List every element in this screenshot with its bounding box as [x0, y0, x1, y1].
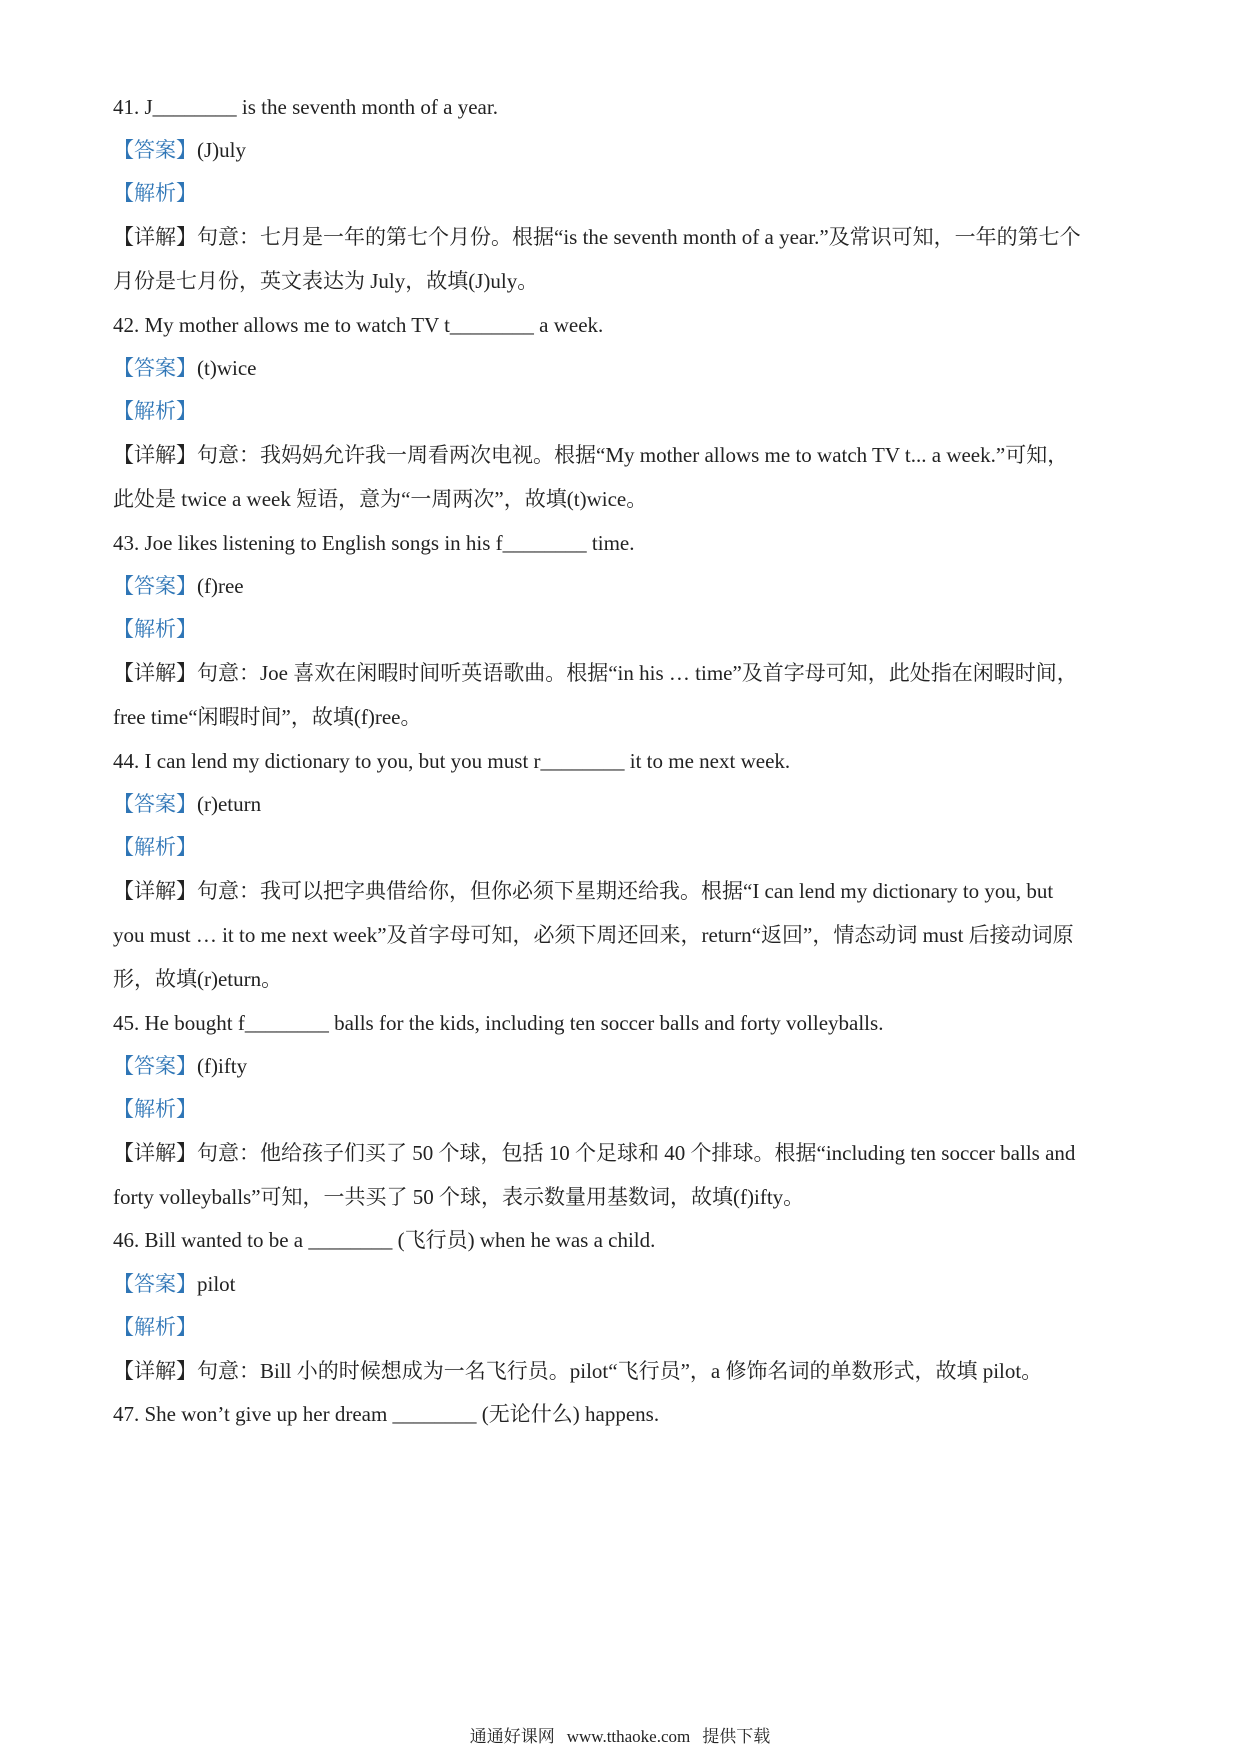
question-45: 45. He bought f________ balls for the kids, including ten soccer balls and forty volleyballs. [113, 1011, 884, 1035]
detail-label: 【详解】 [113, 1359, 197, 1383]
analysis-line-43 [113, 615, 1133, 643]
answer-line-42 [113, 354, 1133, 382]
analysis-line-46 [113, 1313, 1133, 1341]
analysis-label: 【解析】 [113, 617, 197, 641]
detail-label: 【详解】 [113, 225, 197, 249]
footer-site-name: 通通好课网 [469, 1727, 555, 1746]
answer-line-46 [113, 1270, 1133, 1298]
analysis-label: 【解析】 [113, 399, 197, 423]
detail-text: 句意：我可以把字典借给你，但你必须下星期还给我。根据“I can lend my dictionary to you, but [197, 879, 1054, 903]
answer-label: 【答案】 [113, 138, 197, 162]
detail-line-43-2: free time“闲暇时间”，故填(f)ree。 [113, 705, 422, 729]
detail-line-41-2: 月份是七月份，英文表达为 July，故填(J)uly。 [113, 269, 539, 293]
detail-line-42-1 [113, 441, 1133, 469]
detail-line-45-1 [113, 1139, 1133, 1167]
analysis-line-41 [113, 179, 1133, 207]
detail-line-42-2: 此处是 twice a week 短语，意为“一周两次”，故填(t)wice。 [113, 487, 648, 511]
answer-text: (r)eturn [197, 792, 262, 816]
analysis-label: 【解析】 [113, 1315, 197, 1339]
detail-text: 句意：我妈妈允许我一周看两次电视。根据“My mother allows me to watch TV t... a week.”可知， [197, 443, 1069, 467]
detail-line-41-1 [113, 223, 1133, 251]
detail-line-44-3: 形，故填(r)eturn。 [113, 967, 283, 991]
question-42: 42. My mother allows me to watch TV t________ a week. [113, 313, 604, 337]
answer-text: pilot [197, 1272, 236, 1296]
answer-label: 【答案】 [113, 574, 197, 598]
question-47: 47. She won’t give up her dream ________ (无论什么) happens. [113, 1402, 660, 1426]
footer-url[interactable]: www.tthaoke.com [566, 1727, 691, 1746]
answer-line-44 [113, 790, 1133, 818]
detail-line-45-2: forty volleyballs”可知，一共买了 50 个球，表示数量用基数词，故填(f)ifty。 [113, 1185, 805, 1209]
answer-text: (J)uly [197, 138, 246, 162]
answer-line-41 [113, 136, 1133, 164]
detail-text: 句意：他给孩子们买了 50 个球，包括 10 个足球和 40 个排球。根据“including ten soccer balls and [197, 1141, 1076, 1165]
answer-text: (f)ifty [197, 1054, 248, 1078]
detail-text: 句意：Bill 小的时候想成为一名飞行员。pilot“飞行员”，a 修饰名词的单数形式，故填 pilot。 [197, 1359, 1043, 1383]
question-41: 41. J________ is the seventh month of a year. [113, 95, 498, 119]
detail-line-44-2: you must … it to me next week”及首字母可知，必须下周还回来，return“返回”，情态动词 must 后接动词原 [113, 923, 1074, 947]
detail-line-44-1 [113, 877, 1133, 905]
detail-line-46-1 [113, 1357, 1133, 1385]
question-44: 44. I can lend my dictionary to you, but you must r________ it to me next week. [113, 749, 791, 773]
footer-note: 提供下载 [702, 1727, 771, 1746]
answer-label: 【答案】 [113, 356, 197, 380]
answer-label: 【答案】 [113, 792, 197, 816]
analysis-label: 【解析】 [113, 1097, 197, 1121]
detail-line-43-1 [113, 659, 1133, 687]
question-46: 46. Bill wanted to be a ________ (飞行员) when he was a child. [113, 1228, 656, 1252]
analysis-label: 【解析】 [113, 181, 197, 205]
detail-label: 【详解】 [113, 879, 197, 903]
detail-label: 【详解】 [113, 443, 197, 467]
detail-text: 句意：七月是一年的第七个月份。根据“is the seventh month of a year.”及常识可知，一年的第七个 [197, 225, 1081, 249]
answer-text: (f)ree [197, 574, 244, 598]
detail-text: 句意：Joe 喜欢在闲暇时间听英语歌曲。根据“in his … time”及首字母可知，此处指在闲暇时间， [197, 661, 1078, 685]
analysis-line-44 [113, 833, 1133, 861]
detail-label: 【详解】 [113, 661, 197, 685]
answer-text: (t)wice [197, 356, 257, 380]
analysis-line-45 [113, 1095, 1133, 1123]
detail-label: 【详解】 [113, 1141, 197, 1165]
analysis-line-42 [113, 397, 1133, 425]
analysis-label: 【解析】 [113, 835, 197, 859]
answer-label: 【答案】 [113, 1272, 197, 1296]
question-43: 43. Joe likes listening to English songs in his f________ time. [113, 531, 635, 555]
answer-label: 【答案】 [113, 1054, 197, 1078]
answer-line-45 [113, 1052, 1133, 1080]
page-footer [0, 1726, 1240, 1748]
answer-line-43 [113, 572, 1133, 600]
